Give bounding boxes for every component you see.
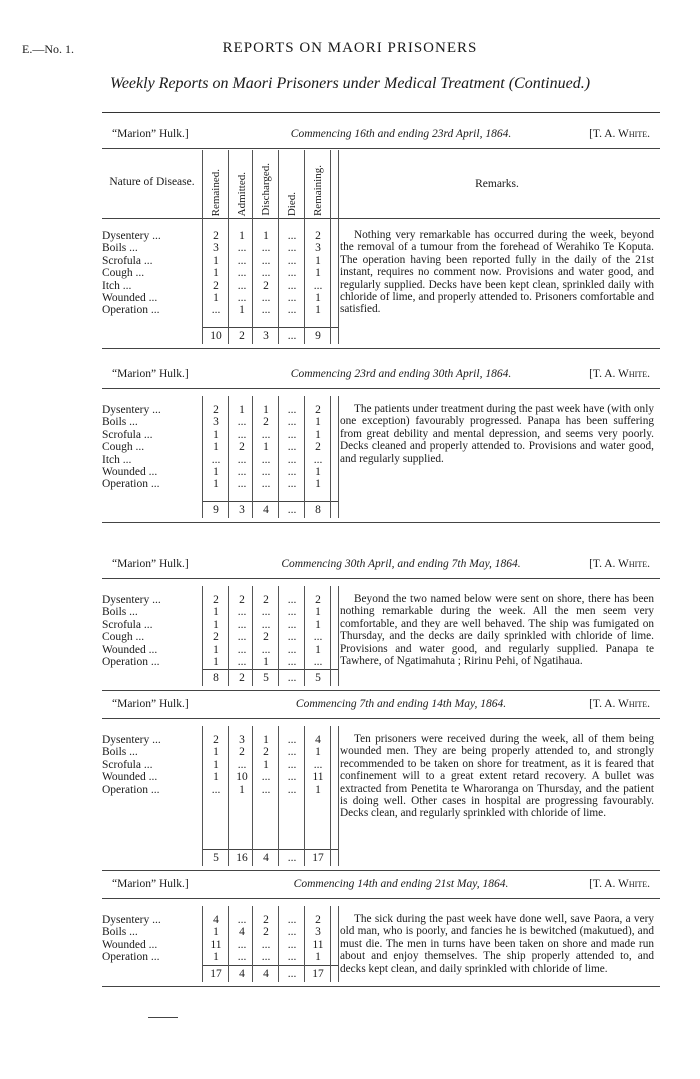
total-cell: 4 xyxy=(263,504,269,516)
report-period: Commencing 23rd and ending 30th April, 1864. xyxy=(290,368,512,380)
table-cell: ... xyxy=(287,643,297,656)
table-cell: 2 xyxy=(263,631,269,644)
total-cell: 4 xyxy=(263,968,269,980)
column-header-admitted xyxy=(230,150,254,216)
column-divider xyxy=(338,150,339,344)
column-divider xyxy=(252,906,253,982)
column-divider xyxy=(304,150,305,344)
table-cell: ... xyxy=(287,428,297,441)
table-cell: 2 xyxy=(263,746,269,759)
table-cell: ... xyxy=(261,466,271,478)
table-cell: 1 xyxy=(213,441,219,454)
table-cell: 2 xyxy=(263,926,269,939)
table-cell: 11 xyxy=(210,938,222,951)
medical-officer: [T. A. White. xyxy=(589,878,650,890)
total-cell: 5 xyxy=(315,672,321,684)
table-cell: ... xyxy=(261,478,271,491)
table-cell: ... xyxy=(261,771,271,784)
table-cell: 1 xyxy=(213,926,219,939)
ship-name: “Marion” Hulk.] xyxy=(112,878,189,890)
totals-rule xyxy=(202,327,338,328)
total-cell: 5 xyxy=(213,852,219,864)
total-cell: 9 xyxy=(213,504,219,516)
disease-name: Dysentery ... xyxy=(102,594,161,606)
disease-name: Operation ... xyxy=(102,656,160,668)
table-cell: ... xyxy=(211,304,221,317)
report-section xyxy=(102,128,660,344)
table-cell: ... xyxy=(237,951,247,964)
column-header-discharged xyxy=(254,150,278,216)
table-cell: ... xyxy=(237,292,247,304)
total-cell: 16 xyxy=(236,852,248,864)
disease-name: Wounded ... xyxy=(102,643,158,656)
disease-name: Wounded ... xyxy=(102,466,158,478)
column-divider xyxy=(338,906,339,982)
column-header-label: Discharged. xyxy=(260,163,272,216)
disease-name: Operation ... xyxy=(102,783,160,796)
table-cell: 2 xyxy=(263,594,269,606)
table-cell: 1 xyxy=(315,466,321,478)
column-divider xyxy=(228,726,229,866)
total-cell: 9 xyxy=(315,330,321,342)
column-divider xyxy=(228,396,229,518)
table-cell: ... xyxy=(211,783,221,796)
table-cell: ... xyxy=(261,783,271,796)
table-cell: 1 xyxy=(315,606,321,619)
table-cell: 1 xyxy=(239,783,245,796)
table-cell: ... xyxy=(287,951,297,964)
disease-name: Cough ... xyxy=(102,267,145,280)
table-cell: 1 xyxy=(315,304,321,317)
total-cell: ... xyxy=(287,852,297,864)
table-cell: ... xyxy=(287,404,297,416)
remarks-text: The sick during the past week have done well, save Paora, a very old man, who is poorly, and fancies he is bewitched (makutued), and must die. The men in turns have been taken on shore and made run about and enjoy themselves. The ship properly attended to, and decks kept clean, and daily sprinkled with chloride of lime. xyxy=(340,913,654,975)
report-section xyxy=(102,558,660,686)
table-cell: ... xyxy=(237,267,247,280)
column-divider xyxy=(330,906,331,982)
table-cell: ... xyxy=(237,242,247,255)
total-cell: 2 xyxy=(239,672,245,684)
top-rule xyxy=(102,112,660,113)
table-cell: 3 xyxy=(315,242,321,255)
report-header xyxy=(102,558,660,574)
disease-name: Dysentery ... xyxy=(102,914,161,926)
total-cell: ... xyxy=(287,330,297,342)
column-divider xyxy=(278,396,279,518)
table-cell: 1 xyxy=(263,404,269,416)
table-cell: ... xyxy=(261,304,271,317)
column-divider xyxy=(338,586,339,686)
disease-name: Cough ... xyxy=(102,631,145,644)
report-header xyxy=(102,878,660,894)
total-cell: 3 xyxy=(263,330,269,342)
table-cell: 3 xyxy=(213,416,219,429)
table-cell: ... xyxy=(313,656,323,668)
table-cell: 1 xyxy=(239,230,245,242)
column-divider xyxy=(252,586,253,686)
table-cell: ... xyxy=(237,618,247,631)
report-period: Commencing 14th and ending 21st May, 1864. xyxy=(293,878,509,890)
table-cell: 10 xyxy=(236,771,248,784)
page-reference: E.—No. 1. xyxy=(22,42,74,56)
column-divider xyxy=(330,150,331,344)
column-header-died xyxy=(280,150,304,216)
table-cell: 1 xyxy=(263,230,269,242)
column-divider xyxy=(304,396,305,518)
table-cell: ... xyxy=(287,656,297,668)
total-cell: 4 xyxy=(263,852,269,864)
medical-officer: [T. A. White. xyxy=(589,558,650,570)
table-cell: 4 xyxy=(315,734,321,746)
ship-name: “Marion” Hulk.] xyxy=(112,558,189,570)
totals-rule xyxy=(202,669,338,670)
table-cell: ... xyxy=(261,242,271,255)
disease-name: Dysentery ... xyxy=(102,404,161,416)
disease-name: Dysentery ... xyxy=(102,230,161,242)
table-cell: 1 xyxy=(213,618,219,631)
column-header-remained xyxy=(204,150,228,216)
table-cell: 2 xyxy=(213,230,219,242)
column-divider xyxy=(228,586,229,686)
table-cell: 1 xyxy=(213,758,219,771)
table-cell: ... xyxy=(287,758,297,771)
report-section xyxy=(102,698,660,866)
table-cell: 1 xyxy=(213,656,219,668)
table-cell: ... xyxy=(287,304,297,317)
table-cell: 1 xyxy=(315,292,321,304)
table-cell: 1 xyxy=(315,416,321,429)
table-cell: ... xyxy=(261,938,271,951)
disease-name: Boils ... xyxy=(102,926,138,939)
table-cell: ... xyxy=(313,631,323,644)
table-cell: 2 xyxy=(315,230,321,242)
table-cell: ... xyxy=(237,758,247,771)
column-divider xyxy=(338,726,339,866)
table-cell: ... xyxy=(261,428,271,441)
column-header-rule xyxy=(102,218,660,219)
table-cell: 2 xyxy=(239,441,245,454)
table-cell: 2 xyxy=(263,279,269,292)
table-cell: ... xyxy=(287,926,297,939)
totals-rule xyxy=(202,501,338,502)
total-cell: 2 xyxy=(239,330,245,342)
table-cell: ... xyxy=(261,453,271,466)
total-cell: 8 xyxy=(315,504,321,516)
table-cell: ... xyxy=(261,254,271,267)
column-header-nature: Nature of Disease. xyxy=(109,176,195,188)
disease-name: Scrofula ... xyxy=(102,254,153,267)
page-header xyxy=(0,40,700,62)
column-divider xyxy=(202,396,203,518)
report-period: Commencing 7th and ending 14th May, 1864. xyxy=(295,698,507,710)
table-cell: ... xyxy=(261,606,271,619)
table-cell: 1 xyxy=(213,951,219,964)
table-cell: ... xyxy=(287,606,297,619)
header-rule xyxy=(102,718,660,719)
total-cell: ... xyxy=(287,504,297,516)
table-cell: 2 xyxy=(213,734,219,746)
table-cell: ... xyxy=(287,267,297,280)
table-cell: ... xyxy=(287,618,297,631)
table-cell: 4 xyxy=(239,926,245,939)
report-header xyxy=(102,368,660,384)
table-cell: 2 xyxy=(315,914,321,926)
table-cell: ... xyxy=(237,631,247,644)
section-end-rule xyxy=(102,870,660,871)
table-cell: 1 xyxy=(315,643,321,656)
table-cell: ... xyxy=(237,466,247,478)
table-cell: ... xyxy=(287,416,297,429)
section-end-rule xyxy=(102,690,660,691)
table-cell: 1 xyxy=(213,606,219,619)
table-cell: ... xyxy=(287,292,297,304)
column-divider xyxy=(304,906,305,982)
column-divider xyxy=(252,396,253,518)
table-cell: ... xyxy=(287,441,297,454)
table-cell: ... xyxy=(237,416,247,429)
column-divider xyxy=(228,150,229,344)
disease-name: Boils ... xyxy=(102,606,138,619)
total-cell: 17 xyxy=(210,968,222,980)
table-cell: 1 xyxy=(315,478,321,491)
column-divider xyxy=(330,586,331,686)
table-cell: ... xyxy=(261,292,271,304)
table-cell: 2 xyxy=(239,594,245,606)
header-rule xyxy=(102,148,660,149)
table-cell: ... xyxy=(287,279,297,292)
column-divider xyxy=(330,396,331,518)
remarks-text: Beyond the two named below were sent on shore, there has been nothing remarkable during the week. All the men seem very comfortable, and they are well behaved. The ship was fumigated on Thursday, and the decks are daily sprinkled with chloride of lime. Provisions and water good, and regularly supplied. Panapa te Tawhere, of Ngatimahuta ; Ririnu Pehi, of Ngatihaua. xyxy=(340,593,654,668)
report-period: Commencing 30th April, and ending 7th May, 1864. xyxy=(281,558,521,570)
section-end-rule xyxy=(102,522,660,523)
table-cell: ... xyxy=(261,951,271,964)
table-cell: ... xyxy=(237,279,247,292)
table-cell: ... xyxy=(287,453,297,466)
disease-name: Wounded ... xyxy=(102,938,158,951)
table-cell: ... xyxy=(261,618,271,631)
total-cell: 10 xyxy=(210,330,222,342)
section-end-rule xyxy=(102,986,660,987)
column-divider xyxy=(252,726,253,866)
ship-name: “Marion” Hulk.] xyxy=(112,128,189,140)
table-cell: 2 xyxy=(213,279,219,292)
table-cell: ... xyxy=(287,230,297,242)
table-cell: 1 xyxy=(213,292,219,304)
table-cell: 3 xyxy=(239,734,245,746)
totals-rule xyxy=(202,849,338,850)
table-cell: 1 xyxy=(213,428,219,441)
column-header-remarks: Remarks. xyxy=(475,178,519,190)
table-cell: ... xyxy=(261,643,271,656)
disease-name: Cough ... xyxy=(102,441,145,454)
disease-name: Wounded ... xyxy=(102,771,158,784)
table-cell: ... xyxy=(287,783,297,796)
remarks-text: Ten prisoners were received during the week, all of them being wounded men. They are being properly attended to, and strongly recommended to be taken on shore for treatment, as it is feared that confinement will to a great extent retard recovery. A bullet was extracted from Penetita te Wharoranga on Thursday, and the patient is doing well. Other cases in hospital are progressing favourably. Decks clean, and regularly sprinkled with chloride of lime. xyxy=(340,733,654,820)
remarks-text: Nothing very remarkable has occurred during the week, beyond the removal of a tumour from the forehead of Werahiko Te Koputa. The operation having been reported fully in the daily of the 21st instant, requires no comment now. Provisions and water good, and regularly supplied. Decks have been kept clean, sprinkled daily with chloride of lime, and properly attended to. Prisoners comfortable and satisfied. xyxy=(340,229,654,316)
disease-name: Dysentery ... xyxy=(102,734,161,746)
column-divider xyxy=(330,726,331,866)
table-cell: ... xyxy=(237,656,247,668)
table-cell: 1 xyxy=(239,304,245,317)
table-cell: 2 xyxy=(239,746,245,759)
column-divider xyxy=(304,726,305,866)
table-cell: 2 xyxy=(315,441,321,454)
disease-name: Wounded ... xyxy=(102,292,158,304)
remarks-text: The patients under treatment during the past week have (with only one exception) favourably progressed. Panapa has been suffering from great debility and mental depression, and seems very poorly. Decks cleaned and properly attended to. Provisions and water good, and regularly supplied. xyxy=(340,403,654,465)
table-cell: ... xyxy=(211,453,221,466)
table-cell: ... xyxy=(237,254,247,267)
disease-name: Operation ... xyxy=(102,951,160,964)
table-cell: 2 xyxy=(213,631,219,644)
table-cell: ... xyxy=(237,453,247,466)
table-cell: ... xyxy=(237,643,247,656)
column-divider xyxy=(202,906,203,982)
table-cell: ... xyxy=(287,242,297,255)
table-cell: 2 xyxy=(213,404,219,416)
table-cell: ... xyxy=(287,938,297,951)
table-cell: ... xyxy=(287,734,297,746)
disease-name: Boils ... xyxy=(102,746,138,759)
table-cell: 1 xyxy=(263,656,269,668)
total-cell: ... xyxy=(287,968,297,980)
table-cell: 2 xyxy=(263,416,269,429)
column-divider xyxy=(202,586,203,686)
table-cell: ... xyxy=(313,279,323,292)
table-cell: ... xyxy=(237,606,247,619)
table-cell: 2 xyxy=(213,594,219,606)
table-cell: ... xyxy=(237,428,247,441)
column-divider xyxy=(278,906,279,982)
disease-name: Itch ... xyxy=(102,279,132,292)
table-cell: 4 xyxy=(213,914,219,926)
table-cell: ... xyxy=(287,631,297,644)
table-cell: 1 xyxy=(315,783,321,796)
table-cell: ... xyxy=(287,914,297,926)
table-cell: 1 xyxy=(315,951,321,964)
medical-officer: [T. A. White. xyxy=(589,128,650,140)
column-divider xyxy=(202,726,203,866)
totals-rule xyxy=(202,965,338,966)
table-cell: ... xyxy=(287,478,297,491)
table-cell: ... xyxy=(237,478,247,491)
column-divider xyxy=(278,586,279,686)
table-cell: 1 xyxy=(213,267,219,280)
table-cell: 1 xyxy=(213,746,219,759)
table-cell: 1 xyxy=(263,758,269,771)
report-header xyxy=(102,128,660,144)
table-cell: 1 xyxy=(213,771,219,784)
table-cell: ... xyxy=(237,938,247,951)
report-section xyxy=(102,878,660,982)
table-cell: 1 xyxy=(263,734,269,746)
header-rule xyxy=(102,388,660,389)
column-header-label: Died. xyxy=(286,191,298,216)
header-rule xyxy=(102,578,660,579)
medical-officer: [T. A. White. xyxy=(589,698,650,710)
total-cell: 4 xyxy=(239,968,245,980)
table-cell: 3 xyxy=(315,926,321,939)
column-header-label: Admitted. xyxy=(236,171,248,216)
table-cell: ... xyxy=(287,771,297,784)
total-cell: 3 xyxy=(239,504,245,516)
table-cell: 11 xyxy=(312,938,324,951)
table-cell: 1 xyxy=(213,478,219,491)
column-divider xyxy=(252,150,253,344)
header-rule xyxy=(102,898,660,899)
table-cell: ... xyxy=(237,914,247,926)
table-cell: 3 xyxy=(213,242,219,255)
report-header xyxy=(102,698,660,714)
table-cell: 1 xyxy=(239,404,245,416)
table-cell: 2 xyxy=(315,404,321,416)
column-divider xyxy=(304,586,305,686)
total-cell: 5 xyxy=(263,672,269,684)
disease-name: Operation ... xyxy=(102,304,160,317)
column-divider xyxy=(338,396,339,518)
table-cell: 1 xyxy=(213,466,219,478)
disease-name: Scrofula ... xyxy=(102,428,153,441)
table-cell: ... xyxy=(287,746,297,759)
disease-name: Scrofula ... xyxy=(102,758,153,771)
page-subtitle: Weekly Reports on Maori Prisoners under Medical Treatment (Continued.) xyxy=(109,75,591,92)
column-header-remaining xyxy=(306,150,330,216)
table-cell: 1 xyxy=(315,746,321,759)
column-header-label: Remaining. xyxy=(312,164,324,216)
total-cell: 17 xyxy=(312,852,324,864)
table-cell: 1 xyxy=(315,267,321,280)
table-cell: 1 xyxy=(213,643,219,656)
column-divider xyxy=(202,150,203,344)
column-divider xyxy=(228,906,229,982)
disease-name: Itch ... xyxy=(102,453,132,466)
table-cell: 11 xyxy=(312,771,324,784)
table-cell: ... xyxy=(287,594,297,606)
column-header-label: Remained. xyxy=(210,168,222,216)
total-cell: 17 xyxy=(312,968,324,980)
table-cell: ... xyxy=(287,254,297,267)
ship-name: “Marion” Hulk.] xyxy=(112,698,189,710)
disease-name: Boils ... xyxy=(102,242,138,255)
table-cell: ... xyxy=(261,267,271,280)
table-cell: 1 xyxy=(315,254,321,267)
disease-name: Operation ... xyxy=(102,478,160,491)
table-cell: 1 xyxy=(315,428,321,441)
table-cell: 1 xyxy=(213,254,219,267)
table-cell: 2 xyxy=(315,594,321,606)
table-cell: 2 xyxy=(263,914,269,926)
table-cell: ... xyxy=(313,758,323,771)
column-divider xyxy=(278,726,279,866)
bottom-rule xyxy=(148,1017,178,1018)
section-end-rule xyxy=(102,348,660,349)
table-cell: ... xyxy=(287,466,297,478)
column-divider xyxy=(278,150,279,344)
table-cell: ... xyxy=(313,453,323,466)
disease-name: Boils ... xyxy=(102,416,138,429)
medical-officer: [T. A. White. xyxy=(589,368,650,380)
total-cell: 8 xyxy=(213,672,219,684)
report-section xyxy=(102,368,660,518)
report-period: Commencing 16th and ending 23rd April, 1864. xyxy=(290,128,512,140)
disease-name: Scrofula ... xyxy=(102,618,153,631)
page-title: REPORTS ON MAORI PRISONERS xyxy=(222,40,478,56)
table-cell: 1 xyxy=(263,441,269,454)
table-cell: 1 xyxy=(315,618,321,631)
ship-name: “Marion” Hulk.] xyxy=(112,368,189,380)
total-cell: ... xyxy=(287,672,297,684)
